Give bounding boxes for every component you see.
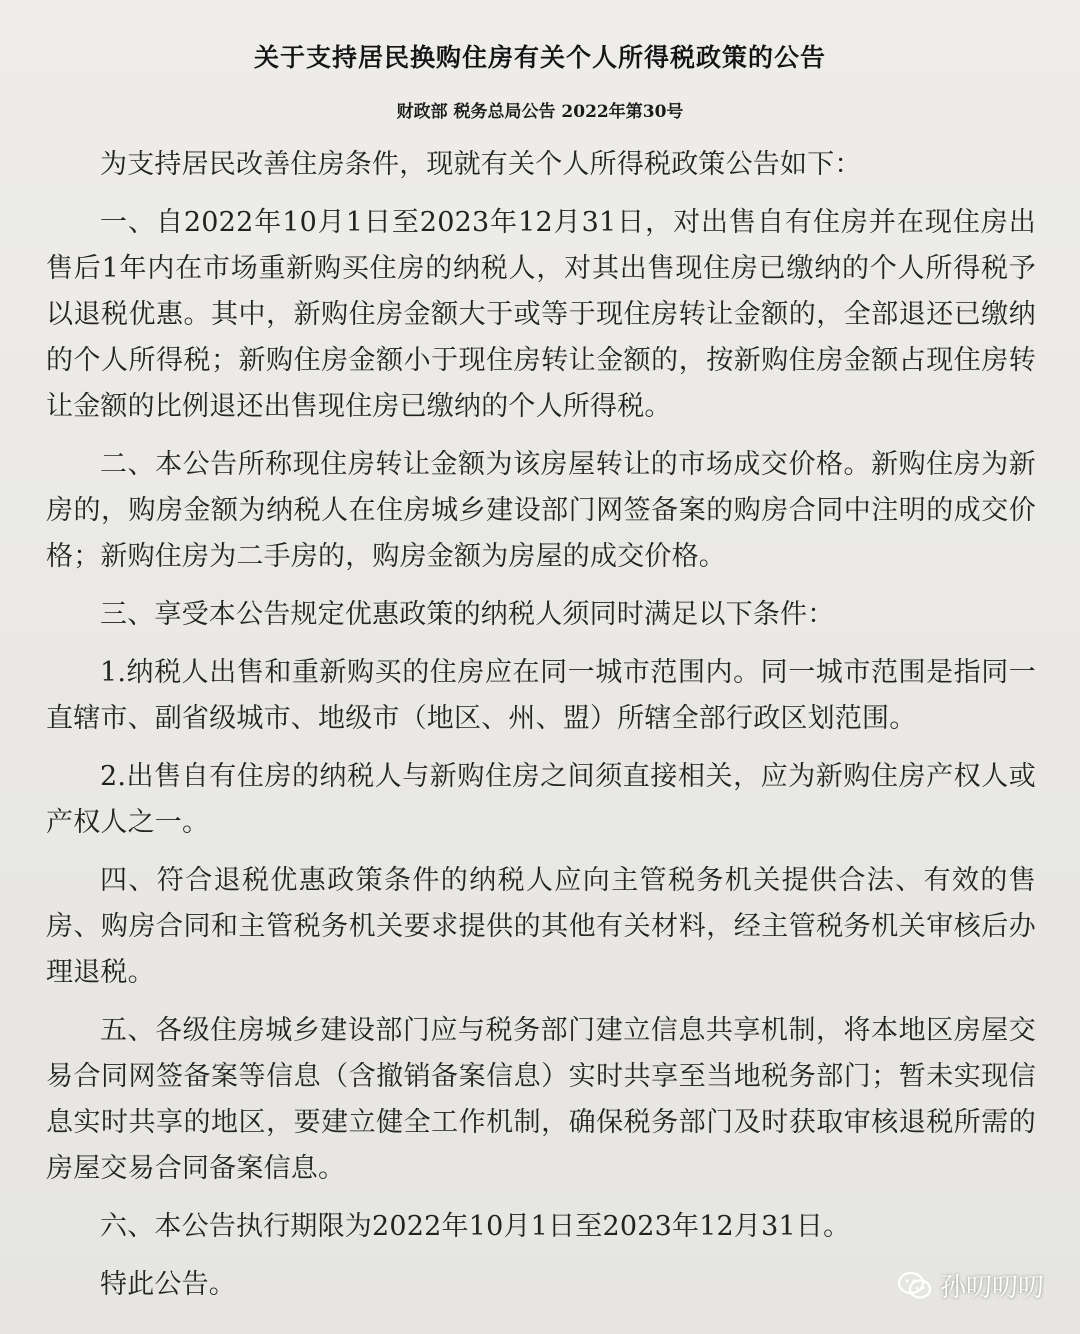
paragraph-intro: 为支持居民改善住房条件，现就有关个人所得税政策公告如下：: [100, 149, 862, 180]
document-subtitle: 财政部 税务总局公告 2022年第30号: [396, 102, 684, 122]
document-title: 关于支持居民换购住房有关个人所得税政策的公告: [253, 43, 826, 72]
document-body: [46, 142, 1036, 1320]
paragraph-condition-1: 1.纳税人出售和重新购买的住房应在同一城市范围内。同一城市范围是指同一直辖市、副省级城市、地级市（地区、州、盟）所辖全部行政区划范围。: [46, 657, 1036, 734]
watermark-text: 孙叨叨叨: [939, 1273, 1044, 1303]
paragraph-closing: 特此公告。: [100, 1269, 236, 1300]
watermark: [898, 1267, 1044, 1304]
paragraph-section-5: 五、各级住房城乡建设部门应与税务部门建立信息共享机制，将本地区房屋交易合同网签备案等信息（含撤销备案信息）实时共享至当地税务部门；暂未实现信息实时共享的地区，要建立健全工作机制，确保税务部门及时获取审核退税所需的房屋交易合同备案信息。: [46, 1015, 1036, 1184]
wechat-icon: [898, 1271, 932, 1301]
paragraph-section-6: 六、本公告执行期限为2022年10月1日至2023年12月31日。: [100, 1211, 851, 1242]
paragraph-section-1: 一、自2022年10月1日至2023年12月31日，对出售自有住房并在现住房出售后1年内在市场重新购买住房的纳税人，对其出售现住房已缴纳的个人所得税予以退税优惠。其中，新购住房金额大于或等于现住房转让金额的，全部退还已缴纳的个人所得税；新购住房金额小于现住房转让金额的，按新购住房金额占现住房转让金额的比例退还出售现住房已缴纳的个人所得税。: [46, 207, 1036, 422]
paragraph-section-3: 三、享受本公告规定优惠政策的纳税人须同时满足以下条件：: [100, 599, 835, 630]
paragraph-section-2: 二、本公告所称现住房转让金额为该房屋转让的市场成交价格。新购住房为新房的，购房金额为纳税人在住房城乡建设部门网签备案的购房合同中注明的成交价格；新购住房为二手房的，购房金额为房屋的成交价格。: [46, 449, 1036, 572]
paragraph-section-4: 四、符合退税优惠政策条件的纳税人应向主管税务机关提供合法、有效的售房、购房合同和主管税务机关要求提供的其他有关材料，经主管税务机关审核后办理退税。: [46, 865, 1036, 988]
paragraph-condition-2: 2.出售自有住房的纳税人与新购住房之间须直接相关，应为新购住房产权人或产权人之一。: [46, 761, 1036, 838]
